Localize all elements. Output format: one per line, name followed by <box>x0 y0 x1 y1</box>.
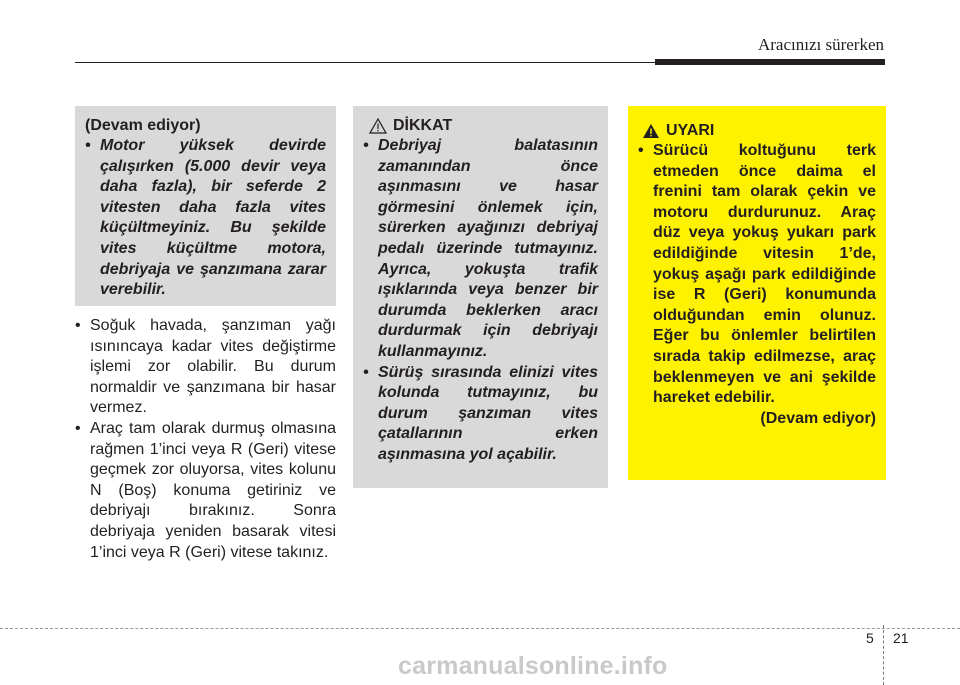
body-bullet-text: Soğuk havada, şanzıman yağı ısınıncaya kadar vites değiştirme işlemi zor olabilir. Bu durum normaldir ve şanzımana bir hasar vermez. <box>90 317 336 417</box>
caution-triangle-icon <box>369 118 387 134</box>
bullet-dot: • <box>363 363 369 381</box>
caution-bullet-text: Sürüş sırasında elinizi vites kolunda tutmayınız, bu durum şanzıman vites çatallarının erken aşınmasına yol açabilir. <box>378 363 598 463</box>
section-number: 5 <box>866 630 874 646</box>
caution-bullet-text: Debriyaj balatasının zamanından önce aşınmasını ve hasar görmesini önlemek için, sürerken ayağınızı debriyaj pedalı üzerinde tutmayınız. Ayrıca, yokuşta trafik ışıklarında veya benzer bir durumda beklerken aracı durdurmak için debriyajı kullanmayınız. <box>378 137 598 360</box>
page-header-title: Aracınızı sürerken <box>757 35 884 54</box>
bullet-dot: • <box>638 142 644 159</box>
caution-bullet <box>363 136 598 363</box>
continued-bullet-text: Motor yüksek devirde çalışırken (5.000 devir veya daha fazla), bir seferde 2 vitesten daha fazla vites küçültmeyiniz. Bu şekilde vites küçültme motora, debriyaja ve şanzımana zarar verebilir. <box>100 137 326 299</box>
caution-heading <box>369 115 598 136</box>
bullet-dot: • <box>85 137 91 154</box>
warning-bullet-text: Sürücü koltuğunu terk etmeden önce daima el frenini tam olarak çekin ve motoru durdurunuz. Araç düz veya yokuş yukarı park edildiğinde vitesin 1’de, yokuş aşağı park edildiğinde ise R (Geri) konumunda olduğundan emin olunuz. Eğer bu önlemler belirtilen sırada takip edilmezse, araç beklenmeyen ve ani şekilde hareket edebilir. <box>653 142 876 407</box>
warning-bullet <box>638 141 876 409</box>
caution-box <box>353 106 608 488</box>
bullet-dot: • <box>363 137 369 154</box>
footer-dashed-line <box>0 628 960 629</box>
warning-heading <box>642 120 876 141</box>
caution-heading-text: DİKKAT <box>393 117 453 134</box>
warning-continued: (Devam ediyor) <box>760 409 876 427</box>
warning-heading-text: UYARI <box>666 122 715 139</box>
body-bullet <box>75 419 336 563</box>
watermark: carmanualsonline.info <box>398 652 668 680</box>
continued-note-box <box>75 106 336 306</box>
page-number: 21 <box>893 630 909 646</box>
header-bar <box>655 59 885 65</box>
bullet-dot: • <box>75 317 81 334</box>
body-bullet-text: Araç tam olarak durmuş olmasına rağmen 1’inci veya R (Geri) vitese geçmek zor oluyorsa, vites kolunu N (Boş) konuma getiriniz ve debriyajı bırakınız. Sonra debriyaja yeniden basarak vitesi 1’inci veya R (Geri) vitese takınız. <box>90 419 336 561</box>
warning-box <box>628 106 886 480</box>
bullet-dot: • <box>75 419 81 437</box>
continued-bullet <box>85 136 326 301</box>
warning-triangle-icon <box>642 123 660 139</box>
footer-divider <box>883 625 884 685</box>
body-text-column <box>75 316 336 563</box>
continued-heading: (Devam ediyor) <box>85 117 201 134</box>
caution-bullet <box>363 363 598 466</box>
body-bullet <box>75 316 336 419</box>
